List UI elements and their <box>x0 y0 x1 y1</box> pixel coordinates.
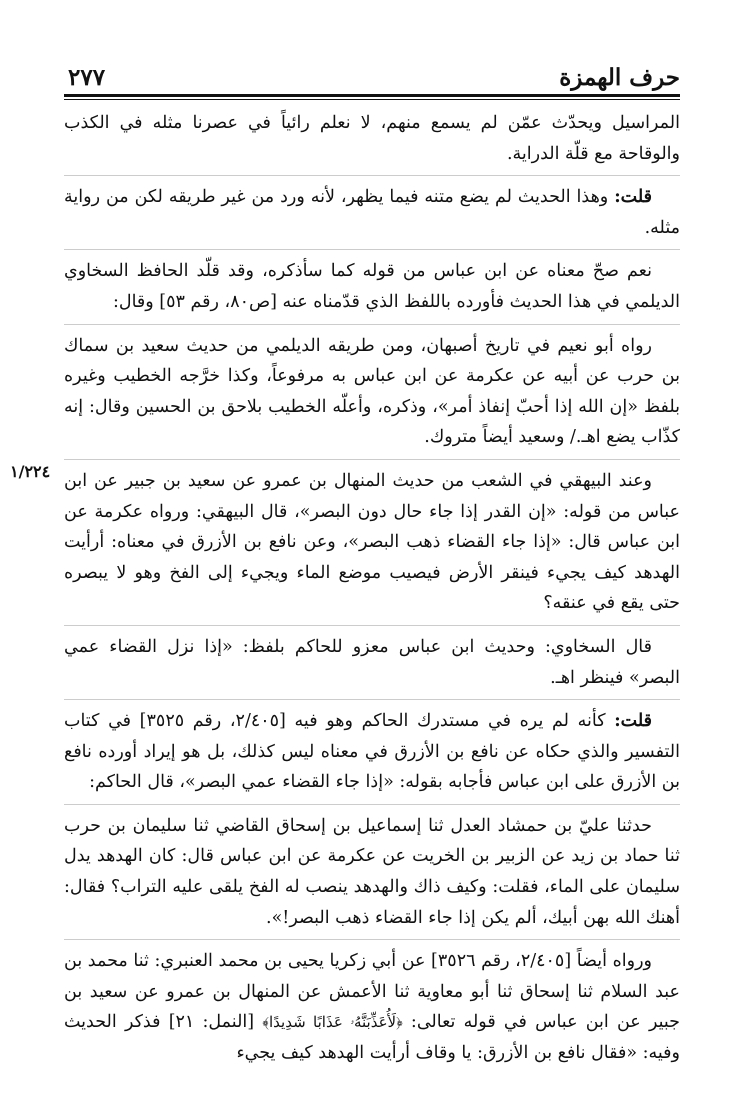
header-rule-thin <box>64 99 680 100</box>
paragraph: المراسيل ويحدّث عمّن لم يسمع منهم، لا نعلم رائياً في عصرنا مثله في الكذب والوقاحة مع قلّة الدراية. <box>64 113 680 164</box>
paragraph: نعم صحّ معناه عن ابن عباس من قوله كما سأذكره، وقد قلّد الحافظ السخاوي الديلمي في هذا الحديث فأورده باللفظ الذي قدّمناه عنه [ص٨٠، رقم ٥٣] وقال: <box>64 249 680 317</box>
paragraph-lead: قلت: <box>614 187 652 208</box>
quran-verse: ﴿لَأُعَذِّبَنَّهُۥ عَذَابًا شَدِيدًا﴾ <box>262 1013 403 1032</box>
header-rule-thick <box>64 94 680 97</box>
page-body <box>64 108 680 1069</box>
paragraph: قلت: كأنه لم يره في مستدرك الحاكم وهو فيه [٢/٤٠٥، رقم ٣٥٢٥] في كتاب التفسير والذي حكاه عن نافع بن الأزرق في معناه ليس كذلك، بل هو إيراد أورده نافع بن الأزرق على ابن عباس فأجابه بقوله: «إذا جاء القضاء عمي البصر»، قال الحاكم: <box>64 699 680 798</box>
paragraph: وعند البيهقي في الشعب من حديث المنهال بن عمرو عن سعيد بن جبير عن ابن عباس من قوله: «إن القدر إذا جاء حال دون البصر»، قال البيهقي: ورواه عكرمة عن ابن عباس قال: «إذا جاء القضاء ذهب البصر»، وعن نافع بن الأزرق في معناه: أرأيت الهدهد كيف يجيء فينقر الأرض فيصيب موضع الماء ويجيء إلى الفخ وهو لا يبصره حتى يقع في عنقه؟ <box>64 459 680 619</box>
paragraph-lead: قلت: <box>614 711 652 732</box>
paragraph: رواه أبو نعيم في تاريخ أصبهان، ومن طريقه الديلمي من حديث سعيد بن سماك بن حرب عن أبيه عن عكرمة عن ابن عباس به مرفوعاً، وكذا خرَّجه الخطيب وغيره بلفظ «إن الله إذا أحبّ إنفاذ أمر»، وذكره، وأعلّه الخطيب بلاحق بن الحسين وقال: إنه كذّاب يضع اهـ./ وسعيد أيضاً متروك. <box>64 324 680 453</box>
chapter-title: حرف الهمزة <box>559 64 680 91</box>
paragraph: ورواه أيضاً [٢/٤٠٥، رقم ٣٥٢٦] عن أبي زكريا يحيى بن محمد العنبري: ثنا محمد بن عبد السلام ثنا إسحاق ثنا أبو معاوية ثنا الأعمش عن المنهال بن عمرو عن سعيد بن جبير عن ابن عباس في قوله تعالى: ﴿لَأُعَذِّبَنَّهُۥ عَذَابًا شَدِيدًا﴾ [النمل: ٢١] فذكر الحديث وفيه: «فقال نافع بن الأزرق: يا وقاف أرأيت الهدهد كيف يجيء <box>64 939 680 1068</box>
paragraph: قلت: وهذا الحديث لم يضع متنه فيما يظهر، لأنه ورد من غير طريقه لكن من رواية مثله. <box>64 175 680 243</box>
page-number: ٢٧٧ <box>68 64 106 91</box>
margin-reference: ١/٢٢٤ <box>10 462 51 481</box>
paragraph: حدثنا عليّ بن حمشاد العدل ثنا إسماعيل بن إسحاق القاضي ثنا سليمان بن حرب ثنا حماد بن زيد عن الزبير بن الخريت عن عكرمة عن ابن عباس قال: كان الهدهد يدل سليمان على الماء، فقلت: وكيف ذاك والهدهد ينصب له الفخ يلقى عليه التراب؟ فقال: أهنك الله بهن أبيك، ألم يكن إذا جاء القضاء ذهب البصر!». <box>64 804 680 933</box>
paragraph: قال السخاوي: وحديث ابن عباس معزو للحاكم بلفظ: «إذا نزل القضاء عمي البصر» فينظر اهـ. <box>64 625 680 693</box>
page-header <box>64 58 680 92</box>
